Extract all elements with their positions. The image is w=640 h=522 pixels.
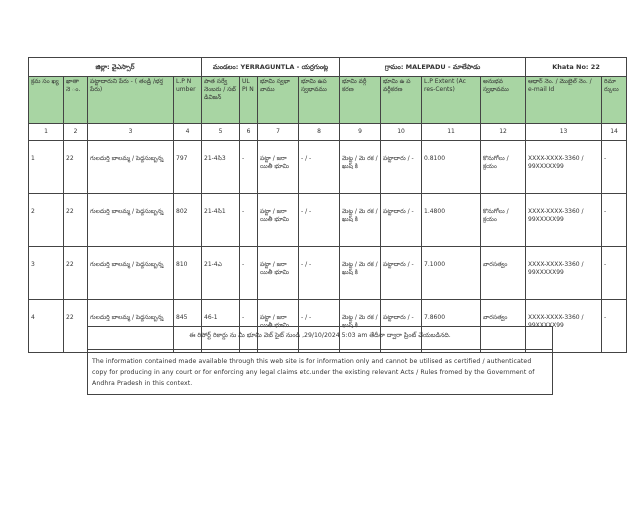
cell-class: మెట్ట / మె రక / ఖుష్ కి [340,247,381,300]
table-row [29,141,627,194]
village-label: గ్రామం: MALEPADU - మాలేపాడు [340,58,526,77]
cell-extent: 7.8600 [422,300,481,353]
disclaimer-text: The information contained made available through this web site is for information only and cannot be utilised as certified / authenticated copy for producing in any court or for enforcing any legal claims etc.under the existing relevant Acts / Rules fromed by the Government of Andhra Pradesh in this context. [92,358,535,387]
column-number: 9 [340,124,381,141]
cell-contact: XXXX-XXXX-3360 / 99XXXXX99 [526,247,602,300]
khata-label: Khata No: 22 [526,58,627,77]
cell-remarks: - [602,194,627,247]
cell-nature: పట్టా / జరా యితీ భూమి [258,194,299,247]
column-header: ఖాతా నె ం. [64,77,88,124]
column-header: క్రమ సం ఖ్య [29,77,64,124]
cell-khata: 22 [64,300,88,353]
table-row [29,247,627,300]
cell-lp: 810 [174,247,202,300]
column-header: L.P Extent (Ac res-Cents) [422,77,481,124]
cell-remarks: - [602,141,627,194]
cell-ulpin: - [240,141,258,194]
cell-class: మెట్ట / మె రక / ఖుష్ కి [340,141,381,194]
column-header: భూమి వర్గీ కరణ [340,77,381,124]
cell-sno: 3 [29,247,64,300]
district-label: జిల్లా: వైఎస్సార్ [29,58,202,77]
cell-sno: 4 [29,300,64,353]
column-number: 1 [29,124,64,141]
cell-enjoyment: కొనుగోలు / క్రయం [481,194,526,247]
cell-ulpin: - [240,194,258,247]
cell-khata: 22 [64,247,88,300]
cell-subnature: - / - [299,300,340,353]
column-header: భూమి ఉప స్వభావము [299,77,340,124]
column-number: 3 [88,124,174,141]
column-number-row [29,124,627,141]
column-header: UL PI N [240,77,258,124]
cell-nature: పట్టా / జరా యితీ భూమి [258,141,299,194]
cell-sno: 1 [29,141,64,194]
cell-sno: 2 [29,194,64,247]
column-number: 7 [258,124,299,141]
column-header: L.P N umber [174,77,202,124]
cell-survey: 46-1 [202,300,240,353]
cell-subclass: పట్టాదారు / - [381,300,422,353]
print-note: ఈ రిపోర్ట్ రికార్డు ను మీ భూమి వెబ్ సైట్ నుండి ,29/10/2024 5:03 am తేదీనా ద్వారా ప్రింట్ చేయబడినది. [88,327,552,350]
land-record-table [28,57,627,353]
cell-subclass: పట్టాదారు / - [381,194,422,247]
column-number: 13 [526,124,602,141]
column-header: పట్టాదారుని పేరు - ( తండ్రి /భర్త పేరు) [88,77,174,124]
column-header: అనుభవ స్వభావము [481,77,526,124]
cell-lp: 797 [174,141,202,194]
cell-remarks: - [602,300,627,353]
cell-survey: 21-4ఎ [202,247,240,300]
column-number: 14 [602,124,627,141]
cell-extent: 1.4800 [422,194,481,247]
column-number: 12 [481,124,526,141]
cell-enjoyment: కొనుగోలు / క్రయం [481,141,526,194]
column-number: 8 [299,124,340,141]
column-number: 2 [64,124,88,141]
cell-ulpin: - [240,300,258,353]
cell-nature: పట్టా / జరా యితీ భూమి [258,247,299,300]
column-number: 4 [174,124,202,141]
cell-ulpin: - [240,247,258,300]
mandal-label: మండలం: YERRAGUNTLA - యర్రగుంట్ల [202,58,340,77]
cell-subnature: - / - [299,141,340,194]
cell-subnature: - / - [299,247,340,300]
column-header: రిమా ర్కులు [602,77,627,124]
cell-subnature: - / - [299,194,340,247]
footer-box [87,326,553,395]
record-header-row [29,58,627,77]
cell-name: గులదుర్తి బాలమ్మ / పెద్దసుబ్బన్న [88,194,174,247]
column-number: 11 [422,124,481,141]
column-header: ఆధార్ నెం. / మొబైల్ నెం. / e-mail Id [526,77,602,124]
column-header: భూమి స్వభా వాము [258,77,299,124]
cell-subclass: పట్టాదారు / - [381,141,422,194]
column-header: పాత సర్వే నెంబరు / సబ్ డివిజన్ [202,77,240,124]
cell-contact: XXXX-XXXX-3360 / 99XXXXX99 [526,194,602,247]
table-row [29,194,627,247]
cell-contact: XXXX-XXXX-3360 / 99XXXXX99 [526,300,602,353]
cell-class: మెట్ట / మె రక / ఖుష్ కి [340,300,381,353]
cell-survey: 21-4సి3 [202,141,240,194]
cell-extent: 0.8100 [422,141,481,194]
cell-khata: 22 [64,194,88,247]
column-header-row [29,77,627,124]
cell-survey: 21-4సి1 [202,194,240,247]
cell-khata: 22 [64,141,88,194]
column-header: భూమి ఉ ప వర్గీకరణ [381,77,422,124]
cell-name: గులదుర్తి బాలమ్మ / పెద్దసుబ్బన్న [88,141,174,194]
cell-extent: 7.1000 [422,247,481,300]
column-number: 5 [202,124,240,141]
cell-lp: 845 [174,300,202,353]
column-number: 10 [381,124,422,141]
cell-contact: XXXX-XXXX-3360 / 99XXXXX99 [526,141,602,194]
cell-enjoyment: వారసత్వం [481,300,526,353]
cell-class: మెట్ట / మె రక / ఖుష్ కి [340,194,381,247]
cell-enjoyment: వారసత్వం [481,247,526,300]
cell-lp: 802 [174,194,202,247]
column-number: 6 [240,124,258,141]
cell-name: గులదుర్తి బాలమ్మ / పెద్దసుబ్బన్న [88,247,174,300]
cell-subclass: పట్టాదారు / - [381,247,422,300]
cell-nature: పట్టా / జరా యితీ భూమి [258,300,299,353]
cell-remarks: - [602,247,627,300]
cell-name: గులదుర్తి బాలమ్మ / పెద్దసుబ్బన్న [88,300,174,353]
